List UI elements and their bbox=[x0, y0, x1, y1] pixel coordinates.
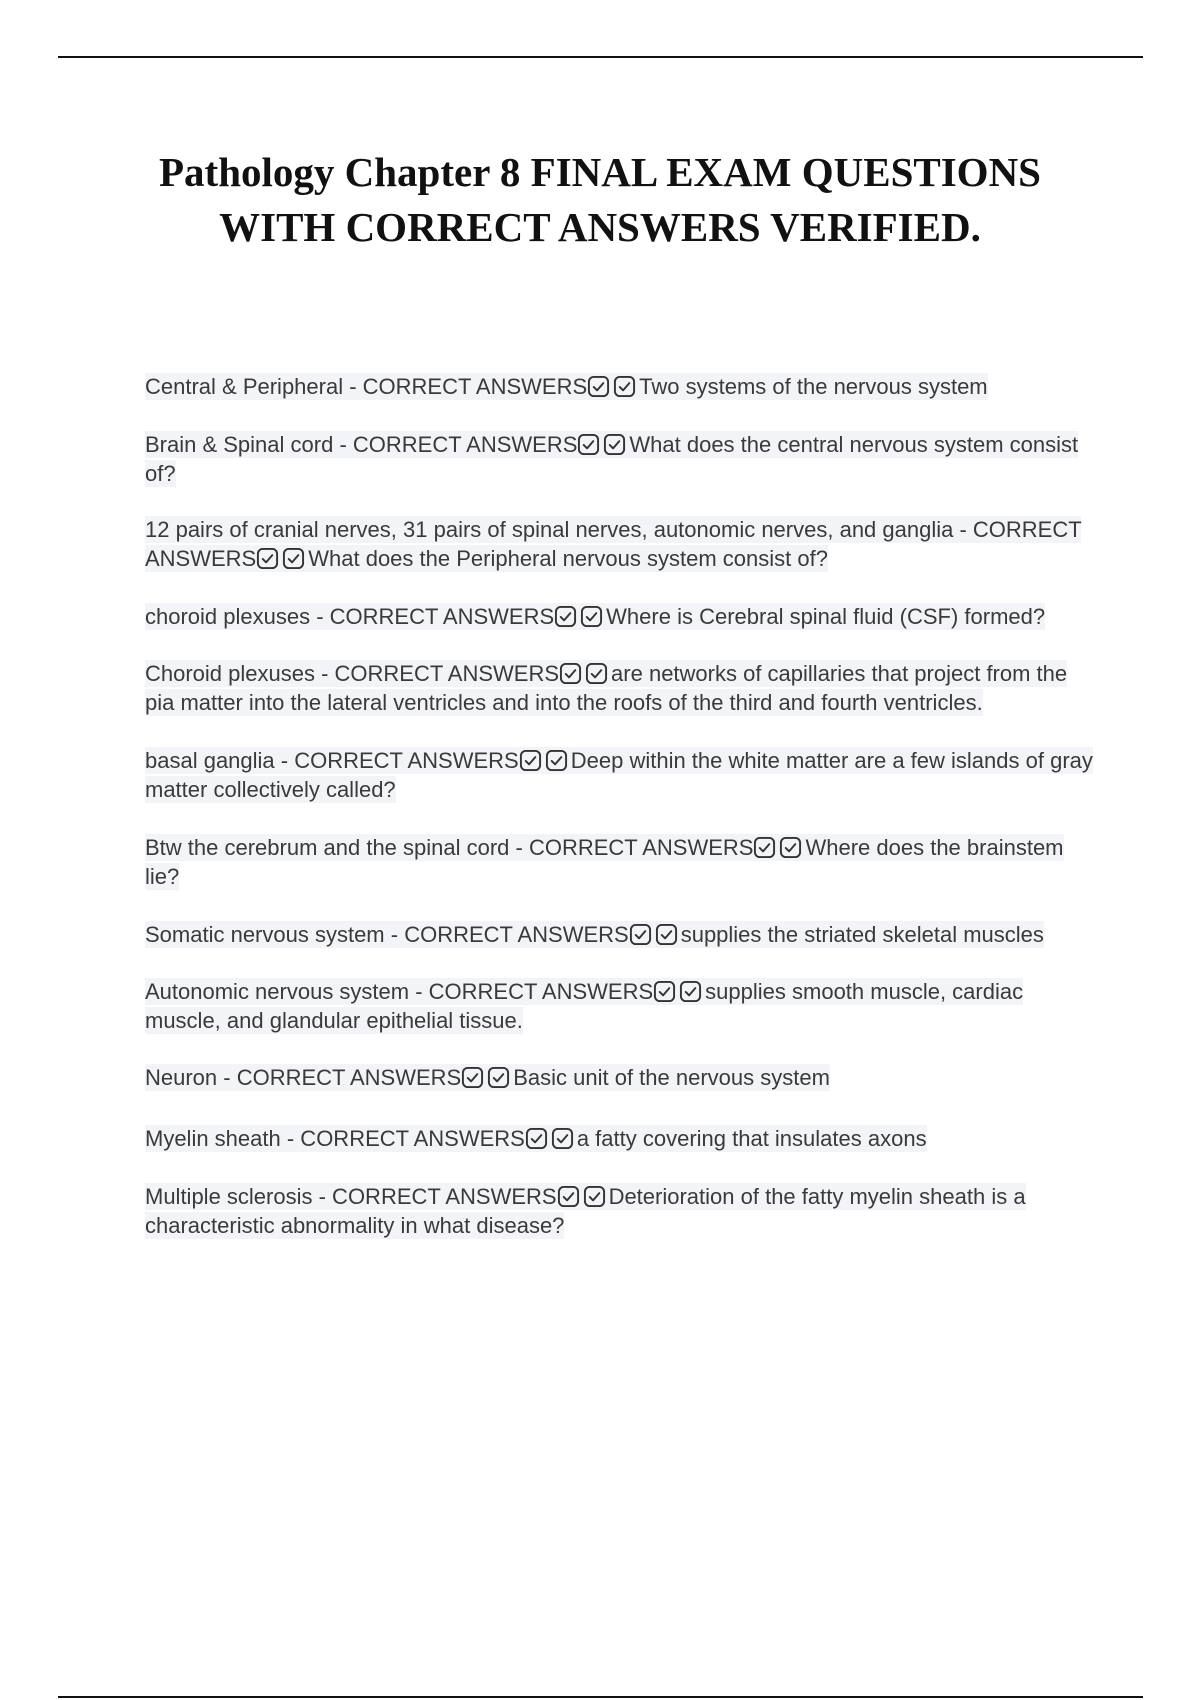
checkbox-checked-icon bbox=[487, 1066, 510, 1089]
qa-term: Multiple sclerosis bbox=[145, 1184, 313, 1209]
checkbox-checked-icon bbox=[655, 923, 678, 946]
qa-separator: - CORRECT ANSWERS bbox=[310, 604, 555, 629]
checkbox-checked-icon bbox=[779, 836, 802, 859]
checkbox-checked-icon bbox=[256, 547, 279, 570]
checkbox-checked-icon bbox=[557, 1185, 580, 1208]
checkbox-checked-icon bbox=[629, 923, 652, 946]
qa-term: Choroid plexuses bbox=[145, 661, 315, 686]
checkbox-checked-icon bbox=[282, 547, 305, 570]
qa-definition: supplies the striated skeletal muscles bbox=[680, 922, 1044, 947]
qa-item bbox=[145, 920, 1095, 949]
qa-item bbox=[145, 659, 1095, 717]
checkbox-checked-icon bbox=[554, 605, 577, 628]
qa-item bbox=[145, 1124, 1095, 1153]
qa-definition: Two systems of the nervous system bbox=[639, 374, 988, 399]
qa-term: Myelin sheath bbox=[145, 1126, 281, 1151]
qa-definition: Where does the brainstem lie? bbox=[145, 835, 1064, 889]
checkbox-checked-icon bbox=[559, 662, 582, 685]
checkbox-checked-icon bbox=[525, 1127, 548, 1150]
qa-item bbox=[145, 833, 1095, 891]
qa-definition: are networks of capillaries that project from the pia matter into the lateral ventricles and into the roofs of the third and fourth ventricles. bbox=[145, 661, 1068, 715]
bottom-divider bbox=[58, 1696, 1143, 1698]
checkbox-checked-icon bbox=[587, 375, 610, 398]
qa-term: choroid plexuses bbox=[145, 604, 311, 629]
checkbox-checked-icon bbox=[583, 1185, 606, 1208]
qa-item bbox=[145, 515, 1095, 573]
checkbox-checked-icon bbox=[577, 433, 600, 456]
qa-definition: Where is Cerebral spinal fluid (CSF) formed? bbox=[606, 604, 1046, 629]
qa-definition: What does the Peripheral nervous system consist of? bbox=[308, 546, 828, 571]
top-divider bbox=[58, 56, 1143, 58]
qa-item bbox=[145, 602, 1095, 631]
checkbox-checked-icon bbox=[753, 836, 776, 859]
qa-separator: - CORRECT ANSWERS bbox=[314, 661, 560, 686]
qa-separator: - CORRECT ANSWERS bbox=[509, 835, 754, 860]
checkbox-checked-icon bbox=[585, 662, 608, 685]
qa-item bbox=[145, 977, 1095, 1035]
qa-list bbox=[145, 372, 1095, 1240]
qa-term: Somatic nervous system bbox=[145, 922, 385, 947]
qa-separator: - CORRECT ANSWERS bbox=[217, 1065, 462, 1090]
qa-definition: What does the central nervous system consist of? bbox=[145, 432, 1079, 486]
qa-term: Central & Peripheral bbox=[145, 374, 344, 399]
qa-separator: - CORRECT ANSWERS bbox=[409, 979, 654, 1004]
qa-term: basal ganglia bbox=[145, 748, 275, 773]
qa-term: Neuron bbox=[145, 1065, 218, 1090]
qa-item bbox=[145, 746, 1095, 804]
qa-definition: Deep within the white matter are a few islands of gray matter collectively called? bbox=[145, 748, 1093, 802]
qa-definition: Basic unit of the nervous system bbox=[513, 1065, 830, 1090]
checkbox-checked-icon bbox=[613, 375, 636, 398]
qa-item bbox=[145, 430, 1095, 488]
qa-term: Btw the cerebrum and the spinal cord bbox=[145, 835, 510, 860]
checkbox-checked-icon bbox=[653, 980, 676, 1003]
checkbox-checked-icon bbox=[461, 1066, 484, 1089]
checkbox-checked-icon bbox=[603, 433, 626, 456]
qa-term: Autonomic nervous system bbox=[145, 979, 410, 1004]
checkbox-checked-icon bbox=[679, 980, 702, 1003]
qa-term: Brain & Spinal cord bbox=[145, 432, 334, 457]
qa-item bbox=[145, 372, 1095, 401]
page-title: Pathology Chapter 8 FINAL EXAM QUESTIONS WITH CORRECT ANSWERS VERIFIED. bbox=[159, 149, 1041, 250]
qa-definition: supplies smooth muscle, cardiac muscle, and glandular epithelial tissue. bbox=[145, 979, 1024, 1033]
qa-separator: - CORRECT ANSWERS bbox=[343, 374, 588, 399]
checkbox-checked-icon bbox=[519, 749, 542, 772]
qa-term: 12 pairs of cranial nerves, 31 pairs of spinal nerves, autonomic nerves, and ganglia bbox=[145, 517, 954, 542]
qa-definition: Deterioration of the fatty myelin sheath is a characteristic abnormality in what disease? bbox=[145, 1184, 1026, 1238]
qa-separator: - CORRECT ANSWERS bbox=[145, 517, 1082, 571]
qa-separator: - CORRECT ANSWERS bbox=[280, 1126, 525, 1151]
checkbox-checked-icon bbox=[580, 605, 603, 628]
qa-separator: - CORRECT ANSWERS bbox=[312, 1184, 557, 1209]
qa-definition: a fatty covering that insulates axons bbox=[576, 1126, 927, 1151]
qa-separator: - CORRECT ANSWERS bbox=[384, 922, 629, 947]
qa-separator: - CORRECT ANSWERS bbox=[333, 432, 578, 457]
qa-separator: - CORRECT ANSWERS bbox=[274, 748, 519, 773]
qa-item bbox=[145, 1182, 1095, 1240]
checkbox-checked-icon bbox=[545, 749, 568, 772]
qa-item bbox=[145, 1063, 1095, 1092]
checkbox-checked-icon bbox=[551, 1127, 574, 1150]
